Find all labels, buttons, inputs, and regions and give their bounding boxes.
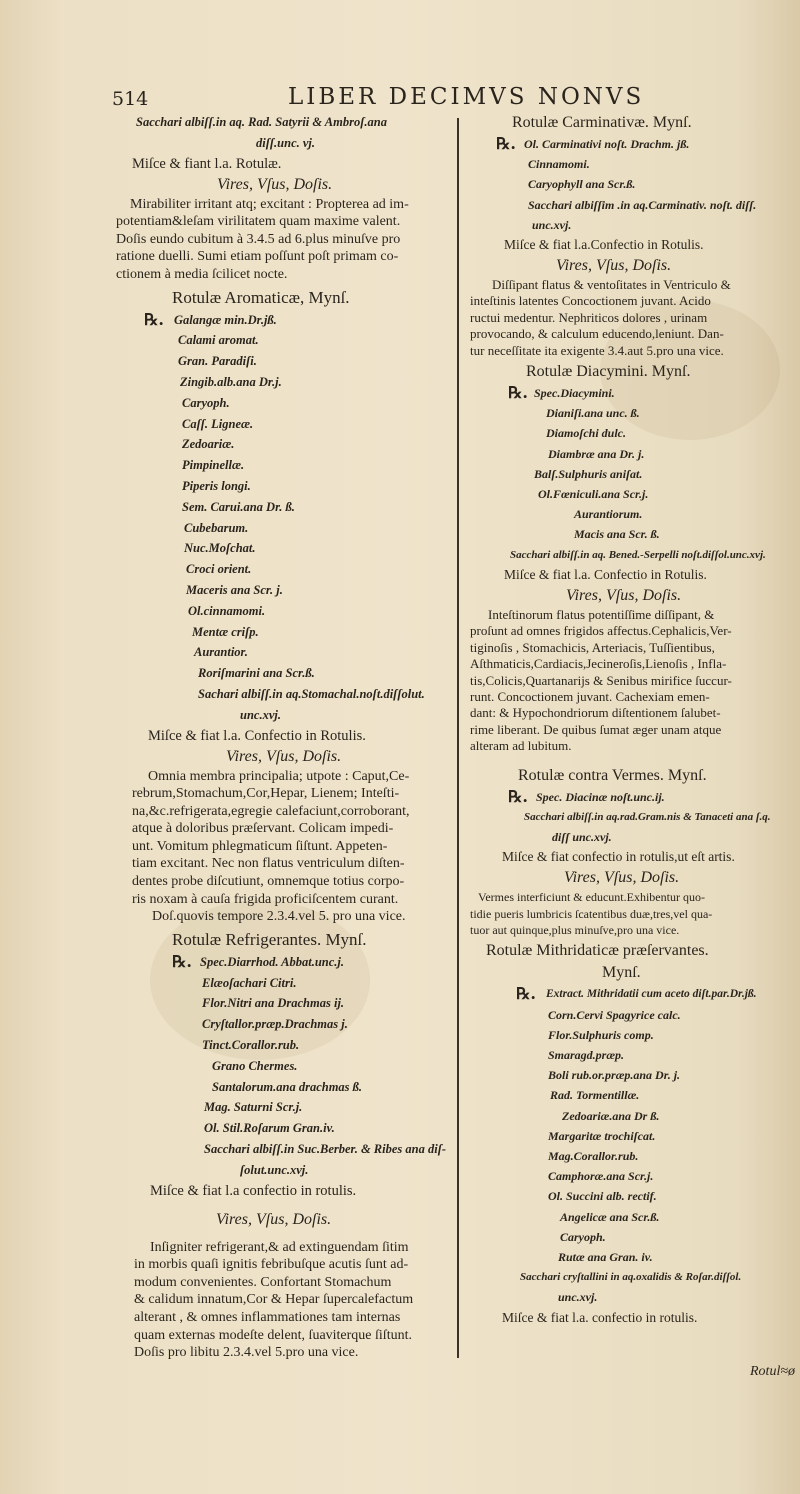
text-line: potentiam&leſam virilitatem quam maxime valent. xyxy=(116,214,401,230)
recipe-symbol: ℞. xyxy=(516,984,536,1004)
carminativae-vires-heading: Vires, Vſus, Doſis. xyxy=(556,257,672,275)
ingredient: Roriſmarini ana Scr.ß. xyxy=(198,666,315,681)
intro-line: Sacchari albiſſ.in aq. Rad. Satyrii & Ambroſ.ana xyxy=(136,115,387,129)
ingredient: diſſ unc.xvj. xyxy=(552,829,612,844)
ingredient: Balſ.Sulphuris aniſat. xyxy=(534,466,643,481)
text-line: Aſthmaticis,Cardiacis,Jecineroſis,Lienoſis , Infla- xyxy=(470,656,727,672)
ingredient: unc.xvj. xyxy=(532,217,572,232)
ingredient: Zingib.alb.ana Dr.j. xyxy=(180,374,282,389)
ingredient: Tinct.Corallor.rub. xyxy=(202,1038,300,1053)
ingredient: Zedoariæ.ana Dr ß. xyxy=(562,1108,660,1123)
ingredient: Sacchari albiſſ.in aq.rad.Gram.nis & Tanaceti ana ſ.q. xyxy=(524,810,771,823)
text-line: ructui medentur. Nephriticos dolores , urinam xyxy=(470,309,708,325)
text-line: Inſigniter refrigerant,& ad extinguendam ſitim xyxy=(150,1239,409,1255)
aromaticae-vires-heading: Vires, Vſus, Doſis. xyxy=(226,747,342,765)
refrigerantes-misce: Miſce & fiat l.a confectio in rotulis. xyxy=(150,1182,357,1199)
text-line: dant: & Hypochondriorum diſtentionem ſalubet- xyxy=(470,705,721,721)
ingredient: Rad. Tormentillæ. xyxy=(550,1088,640,1103)
text-line: unt. Vomitum phlegmaticum ſiſtunt. Appeten- xyxy=(132,838,388,854)
ingredient: Extract. Mithridatii cum aceto diſt.par.Dr.jß. xyxy=(546,988,757,1001)
ingredient: Margaritæ trochiſcat. xyxy=(548,1128,656,1143)
ingredient: Mag.Corallor.rub. xyxy=(548,1148,639,1163)
aromaticae-text xyxy=(112,768,454,926)
left-column xyxy=(112,112,454,1362)
text-line: Mirabiliter irritant atq; excitant : Propterea ad im- xyxy=(130,196,409,212)
ingredient: Ol. Carminativi noſt. Drachm. jß. xyxy=(524,137,690,151)
text-line: proſunt ad omnes frigidos affectus.Cephalicis,Ver- xyxy=(470,623,732,639)
mithridaticae-misce: Miſce & fiat l.a. confectio in rotulis. xyxy=(502,1309,698,1325)
text-line: tis,Colicis,Quartanarijs & Senibus mirifice ſuccur- xyxy=(470,672,732,688)
ingredient: Aurantiorum. xyxy=(574,507,643,522)
ingredient: Nuc.Moſchat. xyxy=(184,541,256,556)
ingredient: Cinnamomi. xyxy=(528,157,590,172)
page-number: 514 xyxy=(112,88,149,110)
ingredient: Aurantior. xyxy=(194,645,248,660)
text-line: Inteſtinorum flatus potentiſſime diſſipant, & xyxy=(488,606,715,622)
ingredient: Maceris ana Scr. j. xyxy=(186,582,283,597)
section-title-carminativae: Rotulæ Carminativæ. Mynſ. xyxy=(512,114,692,131)
text-line: ctionem à media ſcilicet nocte. xyxy=(116,266,288,282)
text-line: tiam excitant. Nec non flatus ventriculum diſten- xyxy=(132,856,405,872)
right-column xyxy=(466,112,788,1328)
section-title-diacymini: Rotulæ Diacymini. Mynſ. xyxy=(526,363,691,381)
page-header xyxy=(0,84,800,114)
ingredient: Caryophyll ana Scr.ß. xyxy=(528,177,636,192)
ingredient: Pimpinellæ. xyxy=(182,458,245,473)
ingredient: Caryoph. xyxy=(560,1229,606,1244)
text-line: na,&c.refrigerata,egregie calefaciunt,corroborant, xyxy=(132,803,410,819)
ingredient: Smaragd.præp. xyxy=(548,1047,625,1062)
running-title: LIBER DECIMVS NONVS xyxy=(288,84,645,110)
intro-text xyxy=(112,196,454,284)
ingredient: Elæoſachari Citri. xyxy=(202,975,297,990)
ingredient: Sachari albiſſ.in aq.Stomachal.noſt.diſſolut. xyxy=(198,686,425,701)
text-line: quam externas modeſte delent, ſuaviterque ſiſtunt. xyxy=(134,1327,412,1343)
section-title-refrigerantes: Rotulæ Refrigerantes. Mynſ. xyxy=(172,929,367,949)
ingredient: Cubebarum. xyxy=(184,520,249,535)
vermes-misce: Miſce & fiat confectio in rotulis,ut eſt artis. xyxy=(502,849,735,865)
recipe-symbol: ℞. xyxy=(172,951,192,971)
text-line: rebrum,Stomachum,Cor,Hepar, Lienem; Inteſti- xyxy=(132,786,400,802)
section-title-aromaticae: Rotulæ Aromaticæ, Mynſ. xyxy=(172,287,350,307)
ingredient: Diambræ ana Dr. j. xyxy=(548,446,645,461)
text-line: ris noxam à cauſa frigida proficiſcentem curant. xyxy=(132,891,399,907)
text-line: alteram ad lubitum. xyxy=(470,738,572,754)
ingredient: Spec.Diarrhod. Abbat.unc.j. xyxy=(200,954,345,969)
ingredient: Flor.Sulphuris comp. xyxy=(548,1027,654,1042)
ingredient: Ol. Stil.Roſarum Gran.iv. xyxy=(204,1121,335,1136)
text-line: rime liberant. De quibus ſumat æger unam atque xyxy=(470,721,722,737)
text-line: modum convenientes. Confortant Stomachum xyxy=(134,1274,392,1290)
ingredient: Gran. Paradiſi. xyxy=(178,354,257,369)
aromaticae-misce: Miſce & fiat l.a. Confectio in Rotulis. xyxy=(148,727,366,744)
text-line: Vermes interficiunt & educunt.Exhibentur quo- xyxy=(478,890,705,905)
recipe-symbol: ℞. xyxy=(144,309,164,329)
text-line: atque à doloribus præſervant. Colicam impedi- xyxy=(132,821,394,837)
text-line: inteſtinis latentes Concoctionem juvant. Acido xyxy=(470,293,711,309)
text-line: Doſis pro libitu 2.3.4.vel 5.pro una vice. xyxy=(134,1345,359,1361)
ingredient: Boli rub.or.præp.ana Dr. j. xyxy=(548,1068,681,1083)
refrigerantes-vires-heading: Vires, Vſus, Doſis. xyxy=(216,1210,332,1228)
ingredient: Flor.Nitri ana Drachmas ij. xyxy=(202,996,345,1011)
recipe-symbol: ℞. xyxy=(496,134,516,153)
text-line: Doſis eundo cubitum à 3.4.5 ad 6.plus minuſve pro xyxy=(116,231,401,247)
intro-vires-heading: Vires, Vſus, Doſis. xyxy=(217,175,333,193)
ingredient: Caſſ. Ligneæ. xyxy=(182,416,254,431)
ingredient: Galangæ min.Dr.jß. xyxy=(174,312,277,327)
ingredient: Spec.Diacymini. xyxy=(534,386,615,401)
vermes-text xyxy=(466,889,788,938)
text-line: runt. Concoctionem juvant. Cachexiam emen- xyxy=(470,688,710,704)
vermes-vires-heading: Vires, Vſus, Doſis. xyxy=(564,869,680,887)
diacymini-misce: Miſce & fiat l.a. Confectio in Rotulis. xyxy=(504,566,707,582)
ingredient: Diamoſchi dulc. xyxy=(546,426,626,441)
text-line: ratione duelli. Sumi etiam poſſunt poſt primam co- xyxy=(116,249,399,265)
text-line: in morbis quaſi ignitis febribuſque acutis ſunt ad- xyxy=(134,1257,409,1273)
ingredient: Sacchari cryſtallini in aq.oxalidis & Roſar.diſſol. xyxy=(520,1271,742,1284)
ingredient: Sacchari albiſſ.in aq. Bened.-Serpelli noſt.diſſol.unc.xvj. xyxy=(510,548,766,561)
ingredient: Ol.Fœniculi.ana Scr.j. xyxy=(538,487,649,502)
ingredient: unc.xvj. xyxy=(240,707,281,722)
section-title-vermes: Rotulæ contra Vermes. Mynſ. xyxy=(518,766,707,784)
recipe-symbol: ℞. xyxy=(508,786,528,806)
ingredient: unc.xvj. xyxy=(558,1290,598,1305)
ingredient: Piperis longi. xyxy=(182,478,251,493)
ingredient: Caryoph. xyxy=(182,395,230,410)
ingredient: Mag. Saturni Scr.j. xyxy=(204,1100,303,1115)
ingredient: Grano Chermes. xyxy=(212,1058,298,1073)
text-line: provocando, & calculum educendo,leniunt. Dan- xyxy=(470,326,724,342)
text-line: alterant , & omnes inflammationes tam internas xyxy=(134,1309,401,1325)
text-line: tidie pueris lumbricis ſcatentibus duæ,tres,vel qua- xyxy=(470,906,713,921)
ingredient: ſolut.unc.xvj. xyxy=(240,1162,309,1177)
text-line: dentes probe diſcutiunt, omnemque totius corpo- xyxy=(132,874,405,890)
intro-misce: Miſce & fiant l.a. Rotulæ. xyxy=(132,155,282,172)
ingredient: Cryſtallor.præp.Drachmas j. xyxy=(202,1017,348,1032)
ingredient: Sacchari albiſſ.in Suc.Berber. & Ribes ana diſ- xyxy=(204,1142,447,1157)
ingredient: Mentæ criſp. xyxy=(192,624,259,639)
column-rule xyxy=(457,118,459,1358)
ingredient: Sem. Carui.ana Dr. ß. xyxy=(182,499,295,514)
text-line: tur neceſſitate ita exigente 3.4.aut 5.pro una vice. xyxy=(470,342,724,358)
ingredient: Rutæ ana Gran. iv. xyxy=(558,1250,653,1264)
ingredient: Camphoræ.ana Scr.j. xyxy=(548,1169,654,1184)
ingredient: Dianiſi.ana unc. ß. xyxy=(546,406,640,421)
ingredient: Zedoariæ. xyxy=(182,437,235,452)
ingredient: Croci orient. xyxy=(186,562,252,577)
recipe-symbol: ℞. xyxy=(508,383,528,403)
ingredient: Ol.cinnamomi. xyxy=(188,603,266,618)
carminativae-misce: Miſce & fiat l.a.Confectio in Rotulis. xyxy=(504,237,704,253)
carminativae-text xyxy=(466,277,788,359)
ingredient: Santalorum.ana drachmas ß. xyxy=(212,1079,363,1094)
text-line: tiginoſis , Stomachicis, Arteriacis, Tuſſientibus, xyxy=(470,639,715,655)
ingredient: Ol. Succini alb. rectif. xyxy=(548,1189,657,1204)
text-line: Omnia membra principalia; utpote : Caput,Ce- xyxy=(148,768,410,784)
ingredient: Corn.Cervi Spagyrice calc. xyxy=(548,1007,681,1022)
catchword: Rotul≈ø xyxy=(750,1364,796,1379)
ingredient: Calami aromat. xyxy=(178,333,259,348)
ingredient: Macis ana Scr. ß. xyxy=(574,527,660,542)
diacymini-vires-heading: Vires, Vſus, Doſis. xyxy=(566,586,682,604)
refrigerantes-text xyxy=(112,1239,454,1362)
text-line: & calidum innatum,Cor & Hepar ſupercalefactum xyxy=(134,1292,414,1308)
section-title-mithridaticae-author: Mynſ. xyxy=(602,964,641,982)
text-line: Diſſipant flatus & ventoſitates in Ventriculo & xyxy=(492,277,731,293)
ingredient: Angelicæ ana Scr.ß. xyxy=(560,1209,660,1224)
ingredient: Spec. Diacinæ noſt.unc.ij. xyxy=(536,789,665,804)
text-line: tuor aut quinque,plus minuſve,pro una vice. xyxy=(470,922,680,937)
intro-line: diſſ.unc. vj. xyxy=(256,135,316,150)
diacymini-text xyxy=(466,607,788,755)
text-line: Doſ.quovis tempore 2.3.4.vel 5. pro una vice. xyxy=(152,909,406,925)
ingredient: Sacchari albiſſim .in aq.Carminativ. noſt. diſſ. xyxy=(528,197,757,212)
section-title-mithridaticae: Rotulæ Mithridaticæ præſervantes. xyxy=(486,942,709,960)
